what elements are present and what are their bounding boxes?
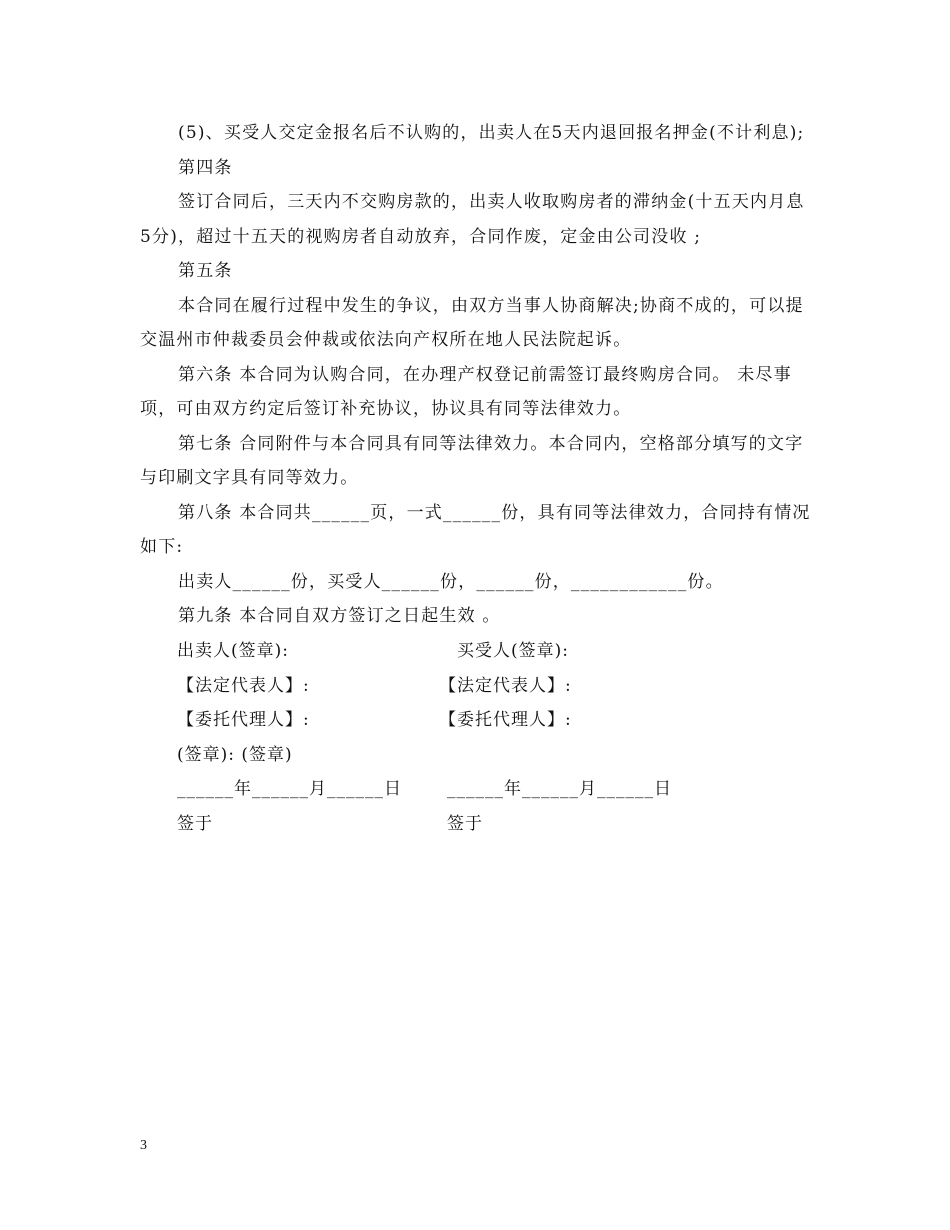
seller-signed-at-label: 签于 [177,813,213,834]
buyer-signed-at-label: 签于 [447,813,483,834]
buyer-seal-label: 买受人(签章): [457,641,569,661]
seal-marks-label: (签章): (签章) [177,744,293,765]
article-4-heading: 第四条 [178,157,233,178]
page-number: 3 [140,1138,147,1153]
article-5-text: 本合同在履行过程中发生的争议，由双方当事人协商解决;协商不成的，可以提交温州市仲裁委员会仲裁或依法向产权所在地人民法院起诉。 [140,295,804,350]
seller-date-field: ______年______月______日 [177,779,402,799]
article-9-text: 第九条 本合同自双方签订之日起生效 。 [178,606,501,626]
seller-legal-rep-label: 【法定代表人】: [177,675,310,696]
article-7-text: 第七条 合同附件与本合同具有同等法律效力。本合同内，空格部分填写的文字与印刷文字具有同等效力。 [140,433,804,488]
paragraph-item-5: (5)、买受人交定金报名后不认购的，出卖人在5天内退回报名押金(不计利息); [178,123,805,143]
buyer-agent-label: 【委托代理人】: [439,710,572,730]
contract-body [140,116,812,634]
seller-seal-label: 出卖人(签章): [177,641,289,661]
buyer-date-field: ______年______月______日 [447,779,672,799]
article-8-text: 第八条 本合同共______页，一式______份，具有同等法律效力，合同持有情况如下: [140,502,811,557]
article-4-text: 签订合同后，三天内不交购房款的，出卖人收取购房者的滞纳金(十五天内月息5分)，超过十五天的视购房者自动放弃，合同作废，定金由公司没收 ; [140,192,805,247]
copies-distribution: 出卖人______份，买受人______份，______份，____________份。 [178,571,724,592]
article-5-heading: 第五条 [178,261,233,281]
article-6-text: 第六条 本合同为认购合同，在办理产权登记前需签订最终购房合同。 未尽事项，可由双方约定后签订补充协议，协议具有同等法律效力。 [140,364,792,419]
buyer-legal-rep-label: 【法定代表人】: [439,675,572,696]
seller-agent-label: 【委托代理人】: [177,710,310,730]
